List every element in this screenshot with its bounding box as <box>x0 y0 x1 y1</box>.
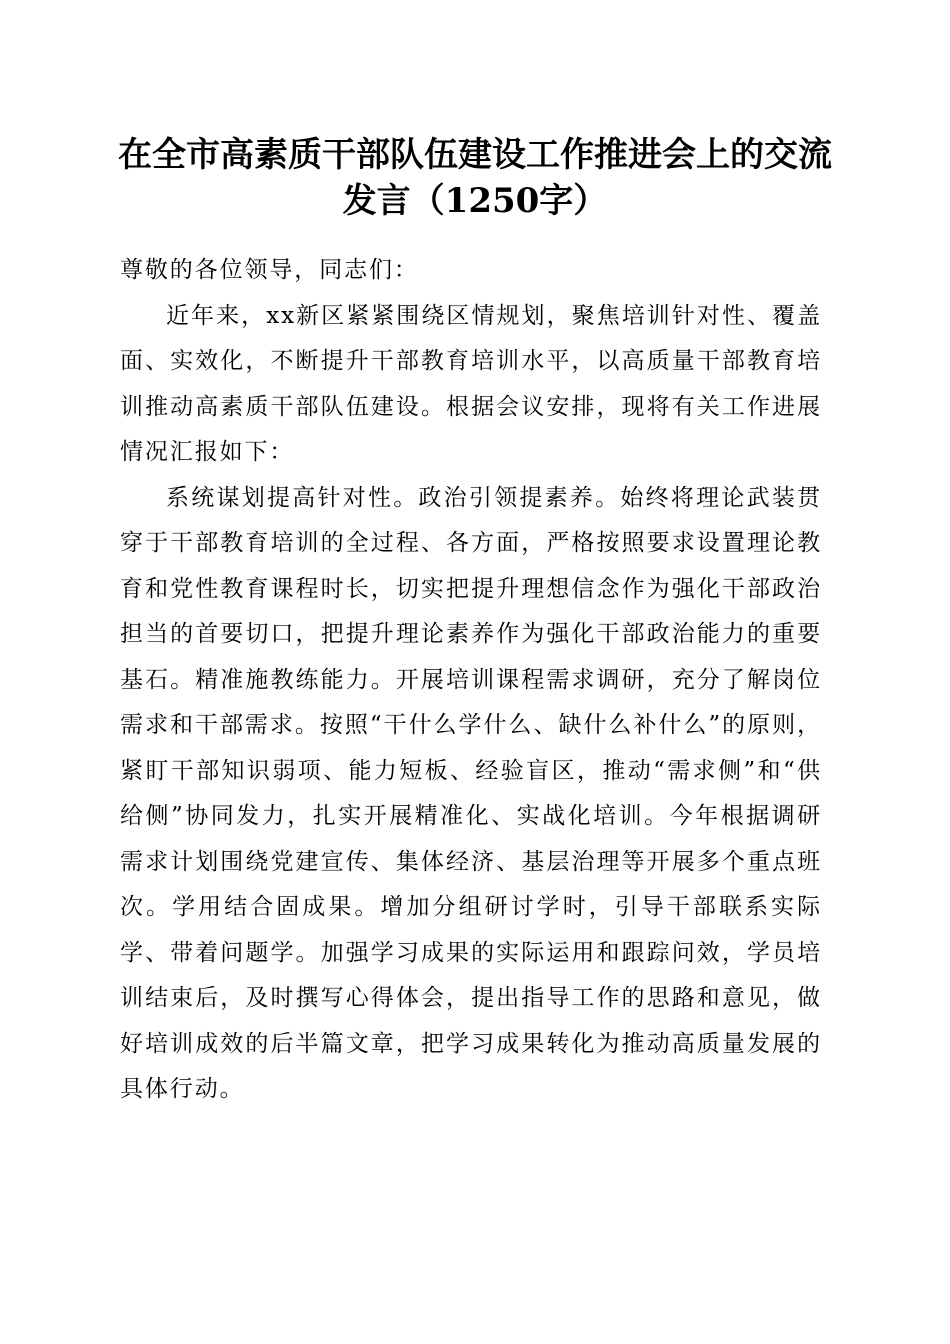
paragraph-planning: 系统谋划提高针对性。政治引领提素养。始终将理论武装贯穿于干部教育培训的全过程、各方面，严格按照要求设置理论教育和党性教育课程时长，切实把提升理想信念作为强化干部政治担当的首要切口，把提升理论素养作为强化干部政治能力的重要基石。精准施教练能力。开展培训课程需求调研，充分了解岗位需求和干部需求。按照“干什么学什么、缺什么补什么”的原则，紧盯干部知识弱项、能力短板、经验盲区，推动“需求侧”和“供给侧”协同发力，扎实开展精准化、实战化培训。今年根据调研需求计划围绕党建宣传、集体经济、基层治理等开展多个重点班次。学用结合固成果。增加分组研讨学时，引导干部联系实际学、带着问题学。加强学习成果的实际运用和跟踪问效，学员培训结束后，及时撰写心得体会，提出指导工作的思路和意见，做好培训成效的后半篇文章，把学习成果转化为推动高质量发展的具体行动。 <box>120 484 822 1102</box>
document-body <box>120 248 822 1113</box>
document-title: 在全市高素质干部队伍建设工作推进会上的交流发言（1250字） <box>118 135 832 221</box>
salutation: 尊敬的各位领导，同志们： <box>120 257 419 283</box>
paragraph-intro: 近年来，xx新区紧紧围绕区情规划，聚焦培训针对性、覆盖面、实效化，不断提升干部教育培训水平，以高质量干部教育培训推动高素质干部队伍建设。根据会议安排，现将有关工作进展情况汇报如下： <box>120 302 822 465</box>
